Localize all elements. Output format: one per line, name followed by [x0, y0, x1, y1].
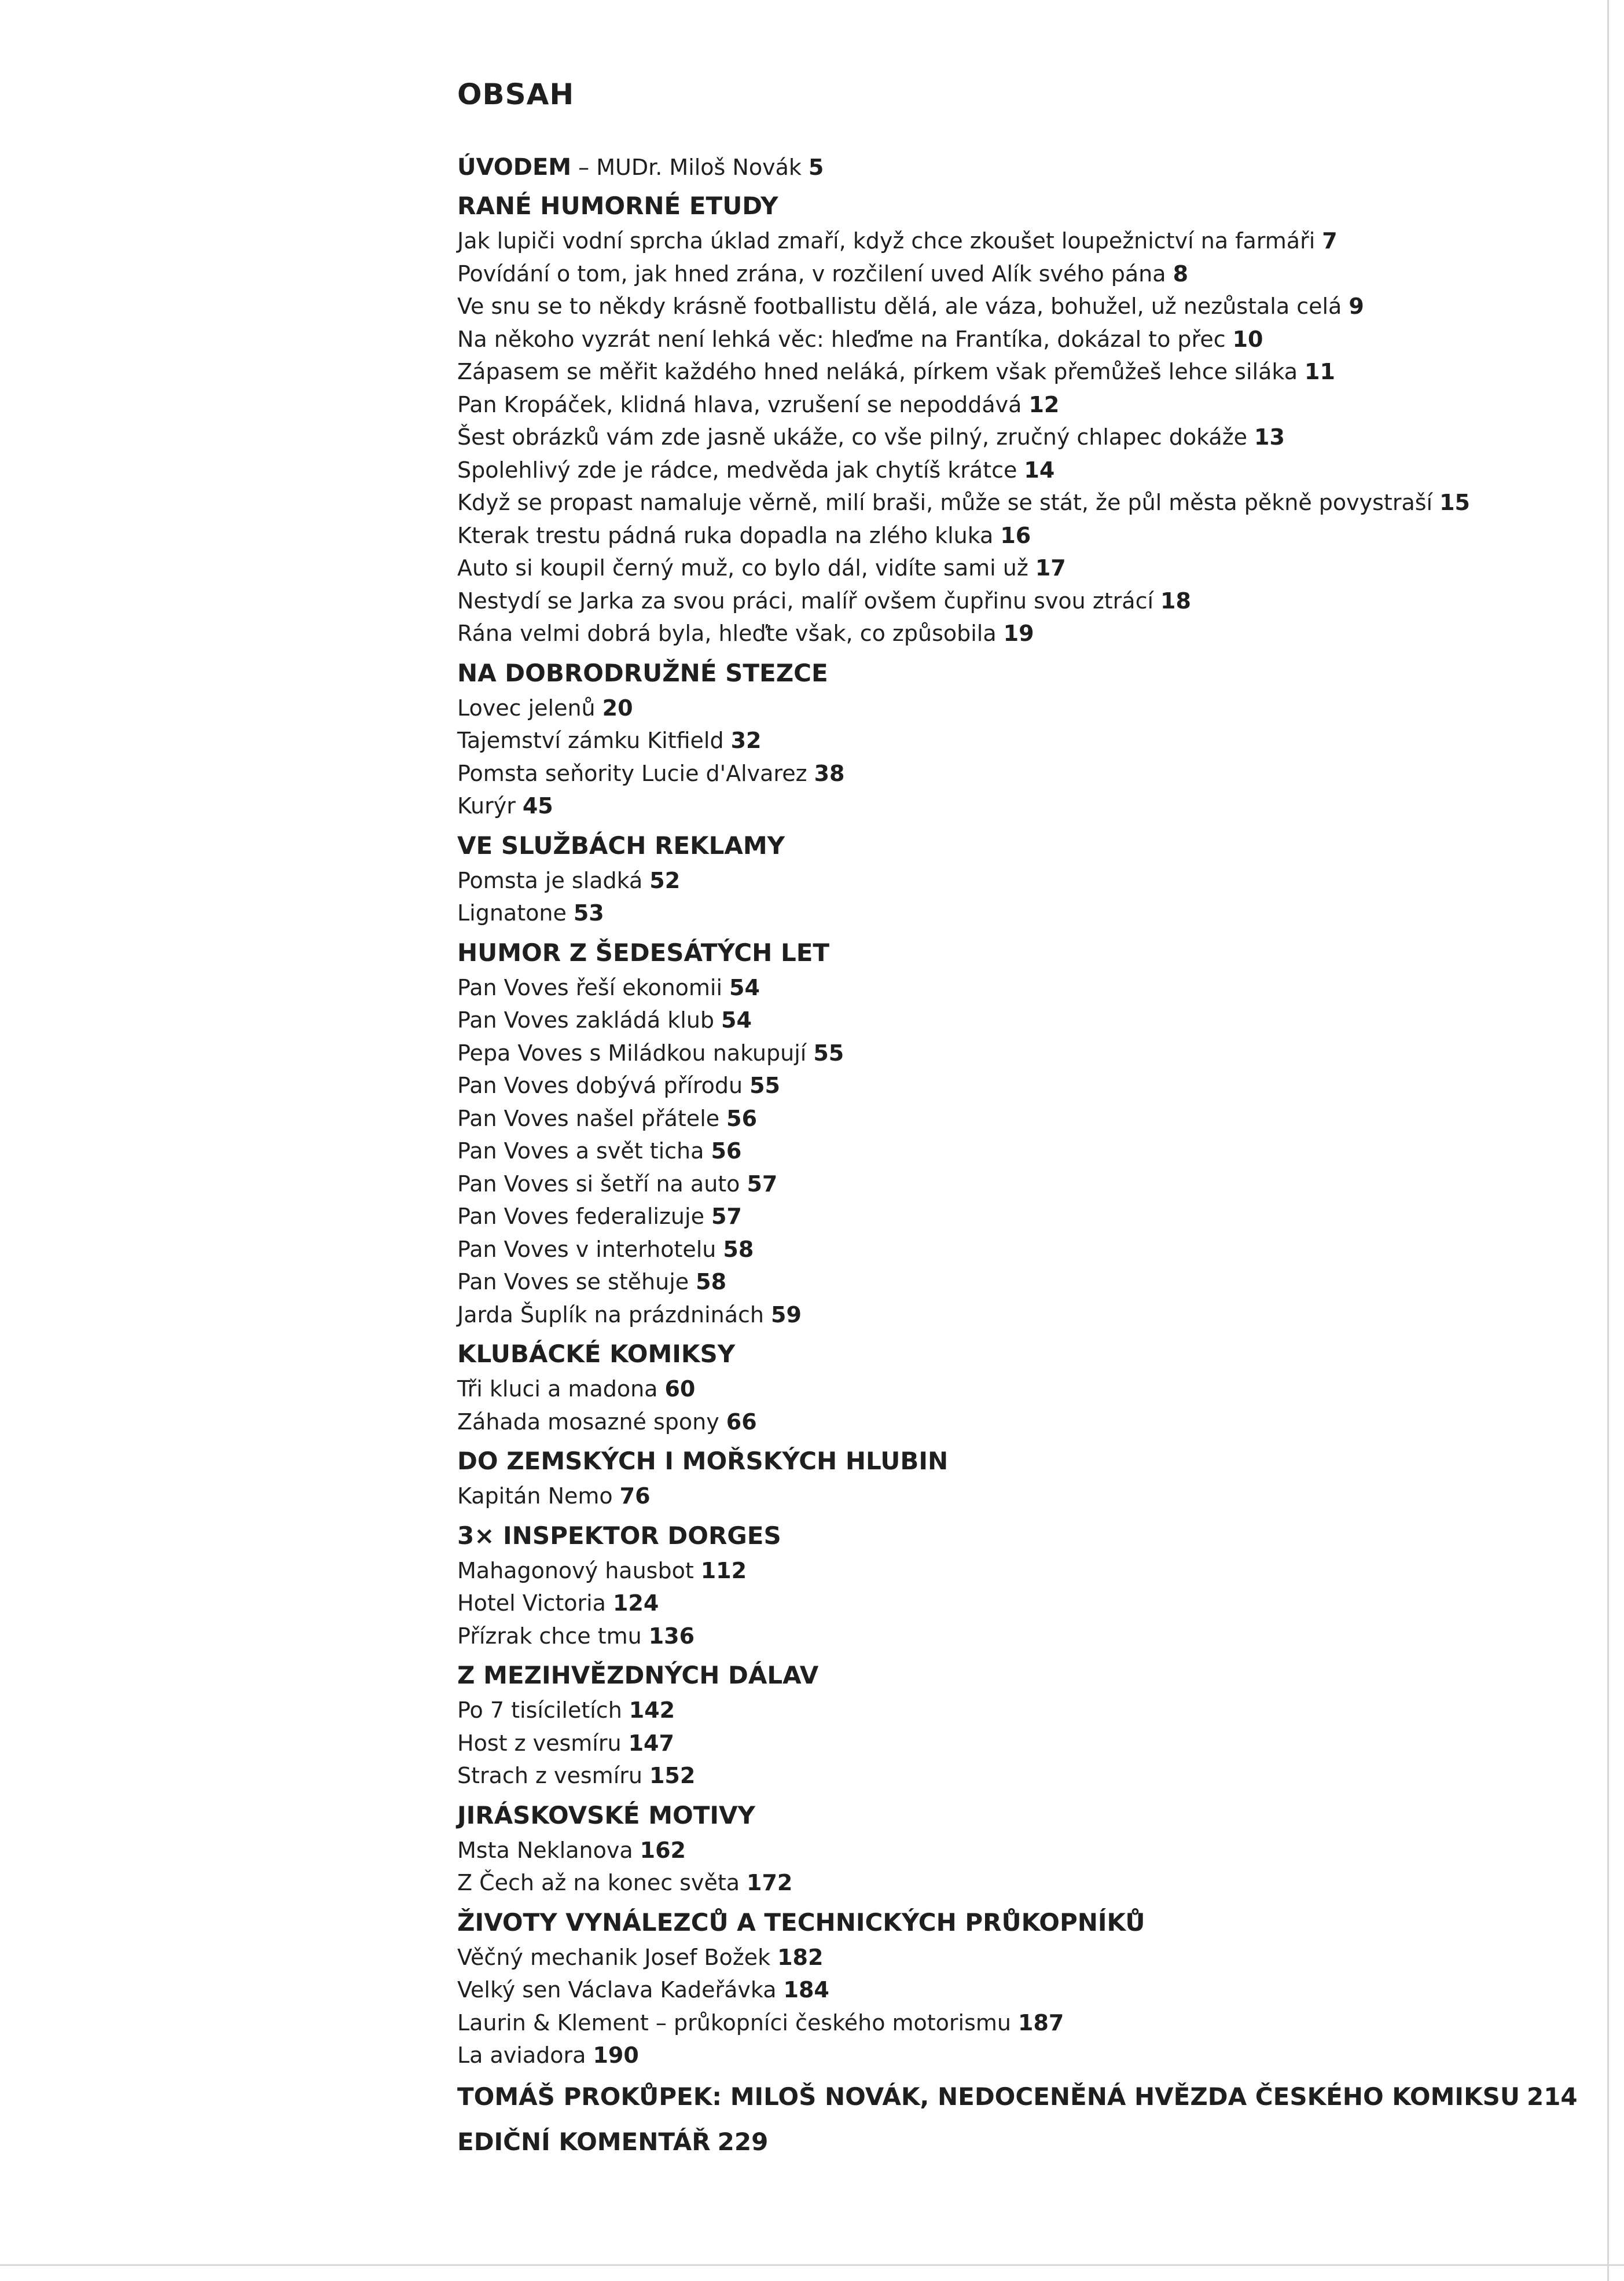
- section-title: NA DOBRODRUŽNÉ STEZCE: [457, 658, 828, 687]
- toc-entry: [457, 519, 1557, 552]
- page-number: 14: [1024, 457, 1055, 483]
- entry-title: La aviadora: [457, 2042, 586, 2068]
- entry-title: Msta Neklanova: [457, 1837, 633, 1863]
- toc-entry: [457, 355, 1557, 388]
- entry-title: Pan Kropáček, klidná hlava, vzrušení se nepoddává: [457, 391, 1022, 417]
- page-number: 7: [1322, 228, 1338, 254]
- page-number: 16: [1000, 522, 1031, 548]
- toc-section: [457, 1657, 1557, 1792]
- entry-title: Pan Voves si šetří na auto: [457, 1171, 740, 1197]
- page-number: 59: [771, 1301, 802, 1327]
- page-number: 56: [711, 1138, 742, 1164]
- toc-entry: [457, 1266, 1557, 1299]
- toc-entry: [457, 1759, 1557, 1792]
- page-number: 147: [628, 1730, 674, 1756]
- toc-section: [457, 1904, 1557, 2072]
- section-title: Z MEZIHVĚZDNÝCH DÁLAV: [457, 1661, 819, 1689]
- page-number: 53: [573, 900, 604, 926]
- entry-title: Po 7 tisíciletích: [457, 1697, 622, 1723]
- entry-title: Přízrak chce tmu: [457, 1623, 642, 1649]
- entry-title: Pepa Voves s Miládkou nakupují: [457, 1040, 807, 1066]
- toc-final-entry: [457, 2077, 1578, 2117]
- page-number: 142: [629, 1697, 675, 1723]
- toc-entry: [457, 2007, 1557, 2040]
- entry-title: Rána velmi dobrá byla, hleďte však, co způsobila: [457, 621, 997, 646]
- toc-entry: [457, 1694, 1557, 1727]
- entry-title: Povídání o tom, jak hned zrána, v rozčilení uved Alík svého pána: [457, 261, 1166, 287]
- toc-entry: [457, 1620, 1557, 1653]
- toc-entry: [457, 1004, 1557, 1037]
- toc-entry: [457, 790, 1557, 823]
- page-number: 152: [649, 1763, 696, 1788]
- entry-title: Mahagonový hausbot: [457, 1557, 694, 1583]
- page-number: 55: [813, 1040, 844, 1066]
- intro-text: MUDr. Miloš Novák: [596, 155, 802, 180]
- toc-section: [457, 1336, 1557, 1438]
- toc-section: [457, 934, 1557, 1332]
- toc-intro-entry: [457, 151, 1557, 184]
- section-title: 3× INSPEKTOR DORGES: [457, 1521, 781, 1550]
- toc-entry: [457, 290, 1557, 323]
- page-number: 76: [619, 1483, 651, 1509]
- page-number: 162: [640, 1837, 686, 1863]
- toc-entry: [457, 692, 1557, 725]
- entry-title: Na někoho vyzrát není lehká věc: hleďme na Frantíka, dokázal to přec: [457, 326, 1226, 352]
- page-number: 58: [723, 1236, 754, 1262]
- entry-title: Hotel Victoria: [457, 1590, 606, 1616]
- page-number: 11: [1305, 359, 1335, 384]
- entry-title: Pan Voves zakládá klub: [457, 1007, 715, 1033]
- entry-title: Šest obrázků vám zde jasně ukáže, co vše pilný, zručný chlapec dokáže: [457, 424, 1248, 450]
- toc-entry: [457, 388, 1557, 421]
- section-title: RANÉ HUMORNÉ ETUDY: [457, 192, 778, 220]
- entry-title: Pan Voves našel přátele: [457, 1105, 720, 1131]
- page-number: 52: [649, 867, 681, 893]
- page-number: 214: [1526, 2082, 1578, 2111]
- entry-title: Pan Voves dobývá přírodu: [457, 1073, 743, 1098]
- page-number: 54: [729, 974, 760, 1000]
- entry-title: Host z vesmíru: [457, 1730, 622, 1756]
- page-number: 124: [612, 1590, 659, 1616]
- section-title: DO ZEMSKÝCH I MOŘSKÝCH HLUBIN: [457, 1447, 949, 1475]
- page-number: 45: [522, 793, 553, 819]
- scan-edge-right: [1607, 0, 1609, 2281]
- toc-entry: [457, 1834, 1557, 1867]
- page-number: 136: [648, 1623, 695, 1649]
- toc-entry: [457, 1727, 1557, 1760]
- page-number: 54: [721, 1007, 752, 1033]
- entry-title: Laurin & Klement – průkopníci českého motorismu: [457, 2009, 1012, 2036]
- toc-section: [457, 655, 1557, 823]
- entry-title: Velký sen Václava Kadeřávka: [457, 1977, 777, 2003]
- page-number: 19: [1003, 621, 1034, 646]
- toc-section: [457, 1517, 1557, 1653]
- intro-heading: ÚVODEM: [457, 154, 572, 181]
- toc-entry: [457, 1102, 1557, 1135]
- page-number: 18: [1160, 588, 1191, 614]
- entry-title: Pan Voves federalizuje: [457, 1204, 704, 1229]
- page-number: 57: [747, 1171, 778, 1197]
- section-title: HUMOR Z ŠEDESÁTÝCH LET: [457, 938, 830, 967]
- table-of-contents: [457, 74, 1578, 2162]
- toc-entry: [457, 1168, 1557, 1201]
- entry-title: Pomsta seňority Lucie d'Alvarez: [457, 760, 807, 786]
- page-number: 112: [700, 1557, 747, 1583]
- toc-sections: [457, 188, 1557, 2072]
- toc-entry: [457, 617, 1557, 650]
- page-number: 56: [726, 1105, 758, 1131]
- entry-title: Ve snu se to někdy krásně footballistu dělá, ale váza, bohužel, už nezůstala celá: [457, 294, 1342, 319]
- page-number: 12: [1028, 391, 1060, 417]
- toc-entry: [457, 1866, 1557, 1899]
- toc-entry: [457, 897, 1557, 930]
- page-number: 15: [1439, 490, 1470, 515]
- page-number: 172: [747, 1870, 793, 1895]
- entry-title: Jarda Šuplík na prázdninách: [457, 1301, 764, 1327]
- toc-entry: [457, 1554, 1557, 1587]
- entry-title: Zápasem se měřit každého hned neláká, pírkem však přemůžeš lehce siláka: [457, 359, 1298, 384]
- page-number: 32: [730, 728, 762, 753]
- toc-section: [457, 827, 1557, 930]
- page-number: 10: [1232, 326, 1263, 352]
- scan-edge-bottom: [0, 2264, 1624, 2266]
- entry-title: Pomsta je sladká: [457, 867, 643, 893]
- page-number: 20: [602, 695, 633, 721]
- toc-section: [457, 1443, 1557, 1513]
- intro-separator: –: [571, 155, 597, 180]
- toc-entry: [457, 421, 1557, 454]
- entry-title: Pan Voves v interhotelu: [457, 1236, 717, 1262]
- page-number: 57: [711, 1204, 742, 1229]
- entry-title: Když se propast namaluje věrně, milí braši, může se stát, že půl města pěkně povystraší: [457, 490, 1433, 515]
- toc-entry: [457, 1135, 1557, 1168]
- toc-entry: [457, 1941, 1557, 1974]
- toc-section: [457, 188, 1557, 650]
- entry-title: Záhada mosazné spony: [457, 1409, 719, 1435]
- page-number: 13: [1254, 424, 1285, 450]
- toc-entry: [457, 258, 1557, 291]
- entry-title: Lignatone: [457, 900, 567, 926]
- toc-entry: [457, 454, 1557, 487]
- entry-title: Pan Voves a svět ticha: [457, 1138, 704, 1164]
- toc-entry: [457, 225, 1557, 258]
- page-number: 8: [1173, 261, 1189, 287]
- section-title: VE SLUŽBÁCH REKLAMY: [457, 831, 785, 860]
- entry-title: Kurýr: [457, 793, 516, 819]
- entry-title: Tři kluci a madona: [457, 1376, 658, 1402]
- page-number: 17: [1035, 555, 1066, 581]
- page-number: 5: [808, 155, 824, 180]
- toc-final-entry: [457, 2122, 1557, 2162]
- final-title: TOMÁŠ PROKŮPEK: MILOŠ NOVÁK, NEDOCENĚNÁ HVĚZDA ČESKÉHO KOMIKSU: [457, 2082, 1520, 2111]
- toc-entry: [457, 552, 1557, 585]
- page-number: 38: [814, 760, 845, 786]
- toc-entry: [457, 724, 1557, 757]
- entry-title: Lovec jelenů: [457, 695, 596, 721]
- entry-title: Auto si koupil černý muž, co bylo dál, vidíte sami už: [457, 555, 1028, 581]
- page-number: 229: [717, 2127, 769, 2156]
- toc-final-entries: [457, 2077, 1578, 2162]
- toc-entry: [457, 1373, 1557, 1406]
- page-number: 182: [777, 1944, 824, 1970]
- entry-title: Pan Voves se stěhuje: [457, 1269, 689, 1294]
- entry-title: Tajemství zámku Kitfield: [457, 728, 724, 753]
- section-title: JIRÁSKOVSKÉ MOTIVY: [457, 1800, 755, 1829]
- toc-entry: [457, 1233, 1557, 1266]
- entry-title: Kapitán Nemo: [457, 1483, 613, 1509]
- toc-entry: [457, 1200, 1557, 1233]
- page-number: 66: [726, 1409, 757, 1435]
- toc-entry: [457, 323, 1557, 356]
- toc-section: [457, 1797, 1557, 1899]
- final-title: EDIČNÍ KOMENTÁŘ: [457, 2127, 711, 2156]
- page-number: 55: [749, 1073, 780, 1098]
- entry-title: Kterak trestu pádná ruka dopadla na zlého kluka: [457, 522, 994, 548]
- toc-entry: [457, 864, 1557, 897]
- toc-entry: [457, 757, 1557, 790]
- toc-entry: [457, 585, 1557, 618]
- page-number: 190: [593, 2042, 639, 2068]
- toc-entry: [457, 1406, 1557, 1439]
- toc-entry: [457, 1480, 1557, 1513]
- toc-entry: [457, 1587, 1557, 1620]
- toc-entry: [457, 971, 1557, 1004]
- toc-entry: [457, 1069, 1557, 1102]
- toc-entry: [457, 2039, 1557, 2072]
- page-number: 58: [696, 1269, 727, 1294]
- entry-title: Z Čech až na konec světa: [457, 1870, 740, 1895]
- entry-title: Strach z vesmíru: [457, 1763, 642, 1788]
- toc-entry: [457, 1974, 1557, 2007]
- toc-entry: [457, 1299, 1557, 1332]
- page-number: 184: [783, 1977, 829, 2003]
- toc-entry: [457, 486, 1557, 519]
- section-title: KLUBÁCKÉ KOMIKSY: [457, 1340, 736, 1368]
- toc-entry: [457, 1037, 1557, 1070]
- entry-title: Pan Voves řeší ekonomii: [457, 974, 723, 1000]
- page-title: OBSAH: [457, 78, 575, 111]
- entry-title: Nestydí se Jarka za svou práci, malíř ovšem čupřinu svou ztrácí: [457, 588, 1154, 614]
- entry-title: Věčný mechanik Josef Božek: [457, 1944, 771, 1970]
- page-number: 187: [1018, 2009, 1064, 2036]
- entry-title: Jak lupiči vodní sprcha úklad zmaří, když chce zkoušet loupežnictví na farmáři: [457, 228, 1316, 254]
- entry-title: Spolehlivý zde je rádce, medvěda jak chytíš krátce: [457, 457, 1017, 483]
- section-title: ŽIVOTY VYNÁLEZCŮ A TECHNICKÝCH PRŮKOPNÍKŮ: [457, 1908, 1145, 1937]
- page-number: 9: [1349, 294, 1364, 319]
- page-number: 60: [664, 1376, 696, 1402]
